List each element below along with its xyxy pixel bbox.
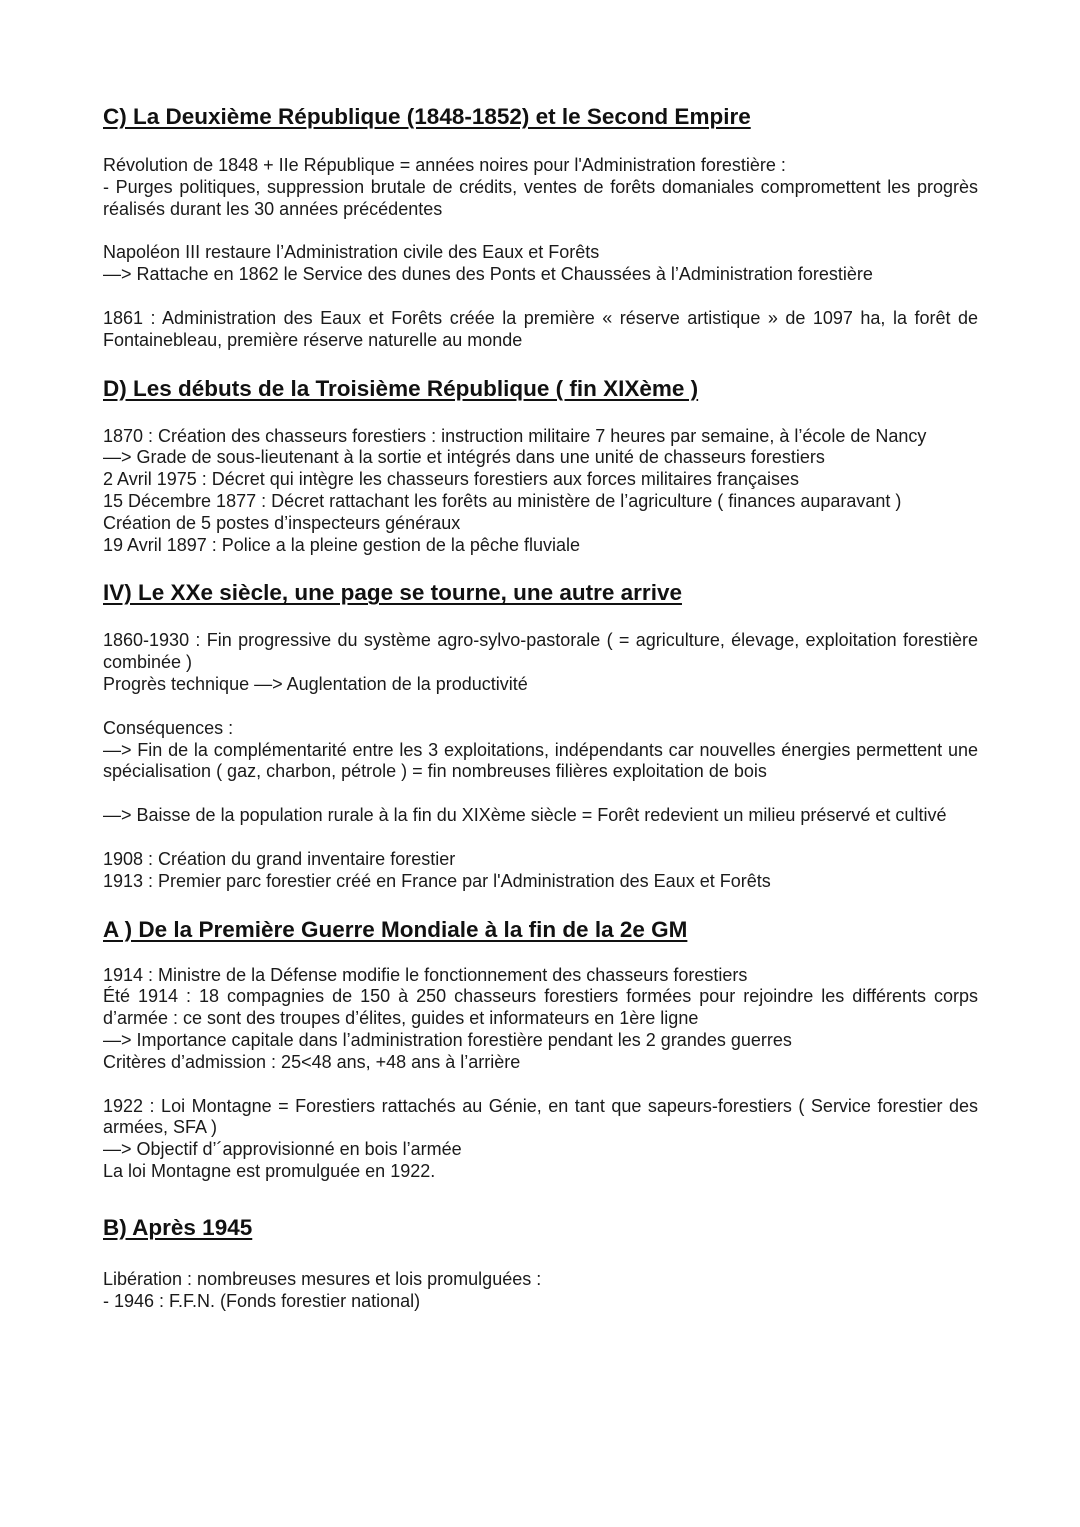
text-line: —> Grade de sous-lieutenant à la sortie et intégrés dans une unité de chasseurs forestiers (103, 447, 825, 468)
text-line: 2 Avril 1975 : Décret qui intègre les chasseurs forestiers aux forces militaires françaises (103, 469, 799, 490)
text-line: 1870 : Création des chasseurs forestiers : instruction militaire 7 heures par semaine, à l’école de Nancy (103, 425, 927, 446)
text-line: 1908 : Création du grand inventaire forestier (103, 848, 456, 869)
text-line: Napoléon III restaure l’Administration civile des Eaux et Forêts (103, 242, 600, 263)
paragraph (103, 805, 978, 827)
text-line: Progrès technique —> Auglentation de la productivité (103, 673, 528, 694)
paragraph (103, 965, 978, 1074)
paragraph (103, 155, 978, 220)
text-line: 1861 : Administration des Eaux et Forêts créée la première « réserve artistique » de 1097 ha, la forêt de Fontainebleau, première réserve naturelle au monde (103, 307, 978, 350)
text-line: Révolution de 1848 + IIe République = années noires pour l'Administration forestière : (103, 155, 786, 175)
paragraph (103, 426, 978, 557)
text-line: —> Rattache en 1862 le Service des dunes des Ponts et Chaussées à l’Administration forestière (103, 264, 873, 285)
text-line: 1913 : Premier parc forestier créé en France par l'Administration des Eaux et Forêts (103, 870, 771, 891)
paragraph (103, 242, 978, 286)
text-line: La loi Montagne est promulguée en 1922. (103, 1160, 436, 1181)
text-line: 1860-1930 : Fin progressive du système agro-sylvo-pastorale ( = agriculture, élevage, exploitation forestière combinée ) (103, 630, 978, 673)
paragraph (103, 718, 978, 783)
text-line: Critères d’admission : 25<48 ans, +48 ans à l’arrière (103, 1051, 521, 1072)
document-page (103, 102, 978, 1312)
text-line: 1914 : Ministre de la Défense modifie le fonctionnement des chasseurs forestiers (103, 964, 748, 985)
text-line: —> Baisse de la population rurale à la fin du XIXème siècle = Forêt redevient un milieu préservé et cultivé (103, 805, 947, 826)
text-line: - Purges politiques, suppression brutale de crédits, ventes de forêts domaniales compromettent les progrès réalisés durant les 30 années précédentes (103, 176, 978, 219)
text-line: Été 1914 : 18 compagnies de 150 à 250 chasseurs forestiers formées pour rejoindre les différents corps d’armée : ce sont des troupes d’élites, guides et informateurs en 1ère ligne (103, 986, 978, 1029)
text-line: 19 Avril 1897 : Police a la pleine gestion de la pêche fluviale (103, 534, 580, 555)
paragraph (103, 308, 978, 352)
paragraph (103, 849, 978, 893)
text-line: - 1946 : F.F.N. (Fonds forestier national) (103, 1290, 421, 1311)
text-line: —> Fin de la complémentarité entre les 3 exploitations, indépendants car nouvelles énergies permettent une spécialisation ( gaz, charbon, pétrole ) = fin nombreuses filières exploitation de bois (103, 739, 978, 782)
text-line: —> Objectif d’´approvisionné en bois l’armée (103, 1139, 462, 1160)
section-heading-d: D) Les débuts de la Troisième République ( fin XIXème ) (103, 375, 699, 401)
text-line: —> Importance capitale dans l’administration forestière pendant les 2 grandes guerres (103, 1029, 792, 1050)
section-heading-c: C) La Deuxième République (1848-1852) et le Second Empire (103, 104, 751, 129)
text-line: Création de 5 postes d’inspecteurs généraux (103, 512, 461, 533)
text-line: 1922 : Loi Montagne = Forestiers rattachés au Génie, en tant que sapeurs-forestiers ( Service forestier des armées, SFA ) (103, 1095, 978, 1138)
paragraph (103, 1096, 978, 1183)
text-line: Libération : nombreuses mesures et lois promulguées : (103, 1268, 542, 1289)
text-line: 15 Décembre 1877 : Décret rattachant les forêts au ministère de l’agriculture ( finances auparavant ) (103, 490, 902, 511)
paragraph (103, 630, 978, 695)
paragraph (103, 1269, 978, 1313)
section-heading-a: A ) De la Première Guerre Mondiale à la fin de la 2e GM (103, 916, 688, 942)
section-heading-b: B) Après 1945 (103, 1214, 253, 1240)
text-line: Conséquences : (103, 717, 234, 738)
section-heading-iv: IV) Le XXe siècle, une page se tourne, une autre arrive (103, 580, 682, 606)
